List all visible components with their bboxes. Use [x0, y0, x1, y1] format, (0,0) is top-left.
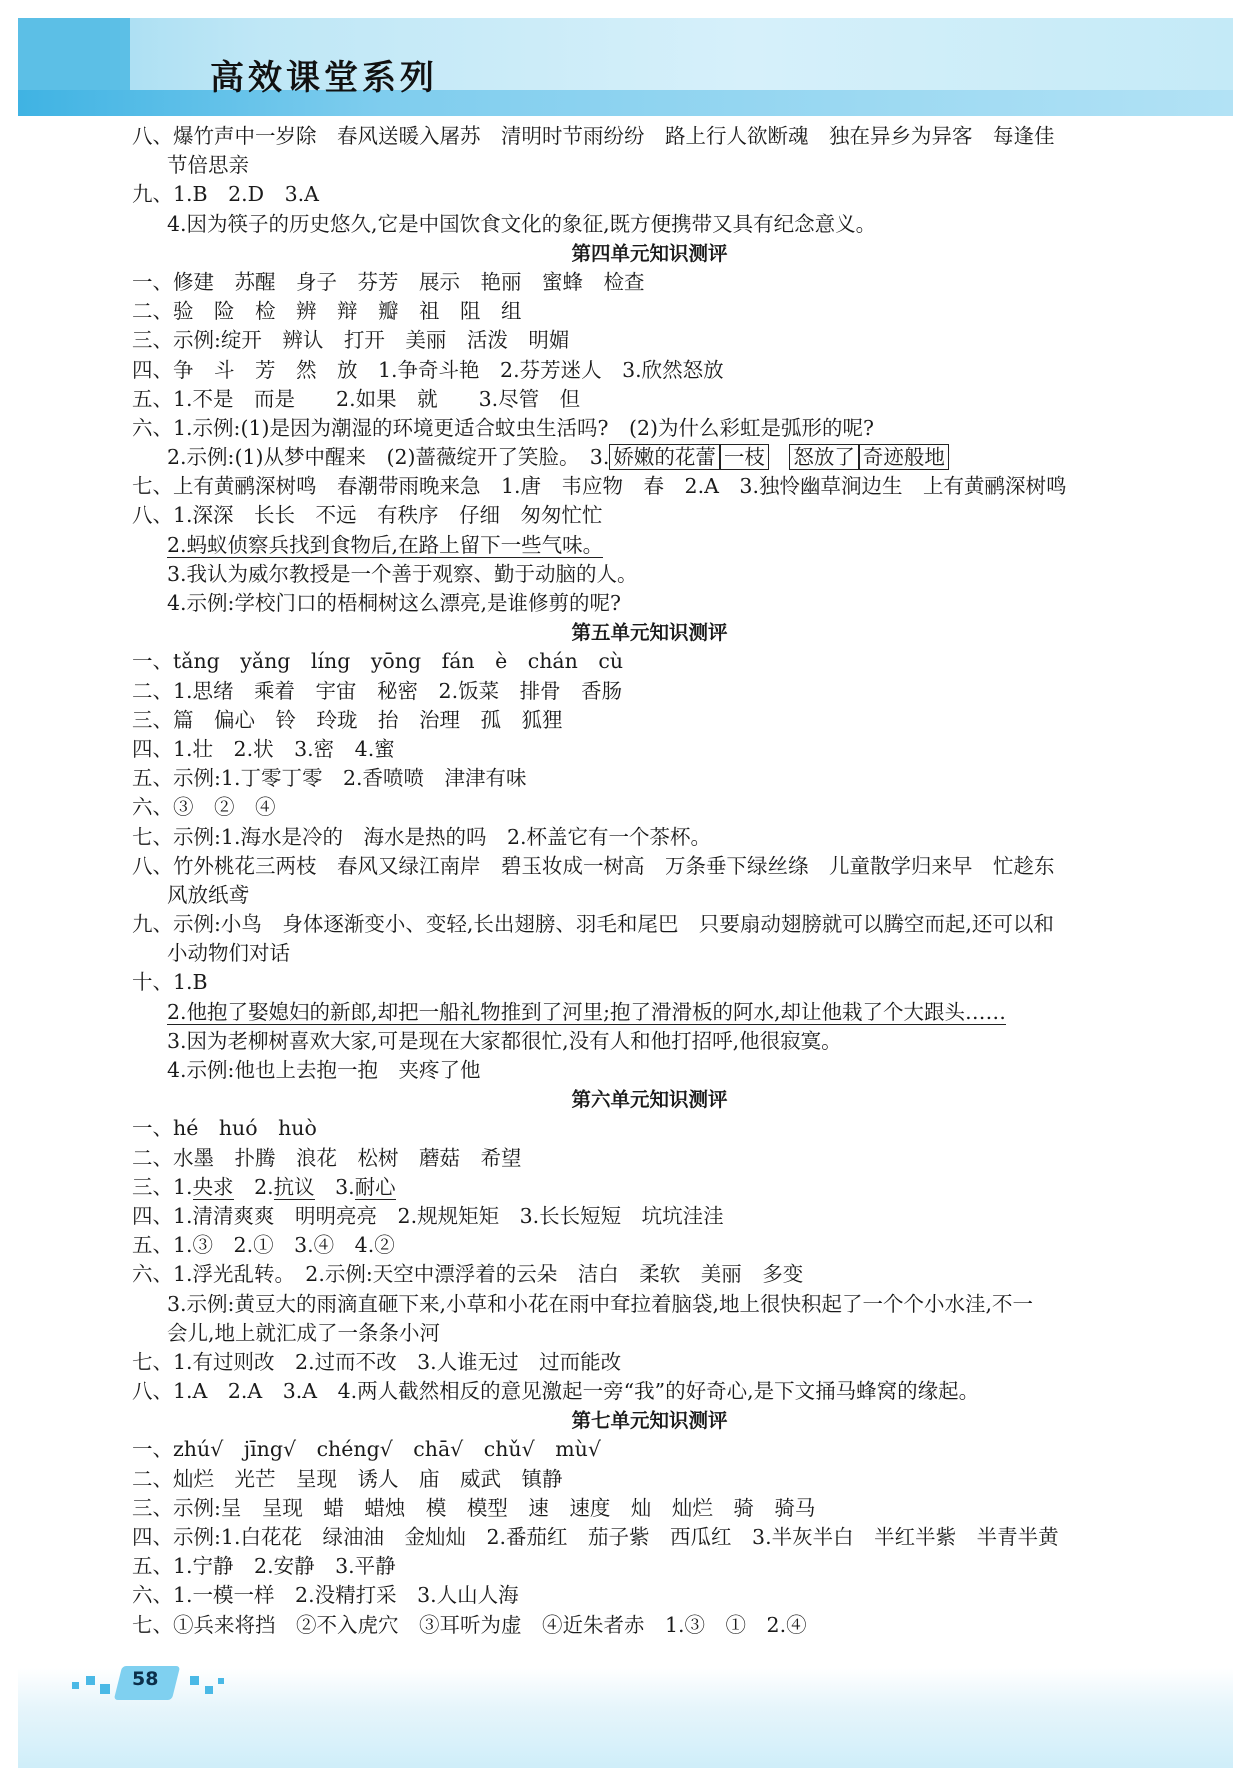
- underlined-answer: 2.他抱了娶媳妇的新郎,却把一船礼物推到了河里;抱了滑滑板的阿水,却让他栽了个大跟头……: [167, 999, 1006, 1024]
- answer-text: 3.: [335, 1174, 355, 1199]
- boxed-phrase: 一枝: [720, 444, 769, 470]
- answer-line: 4.因为筷子的历史悠久,它是中国饮食文化的象征,既方便携带又具有纪念意义。: [167, 211, 877, 236]
- answer-line: 会儿,地上就汇成了一条条小河: [167, 1320, 441, 1345]
- answer-line: 节倍思亲: [167, 153, 249, 178]
- answer-line: 六、1.浮光乱转。 2.示例:天空中漂浮着的云朵 洁白 柔软 美丽 多变: [132, 1262, 804, 1287]
- answer-line: 四、争 斗 芳 然 放 1.争奇斗艳 2.芬芳迷人 3.欣然怒放: [132, 357, 724, 382]
- decor-square: [86, 1676, 95, 1685]
- header-strip: [18, 90, 1233, 116]
- answer-line: 4.示例:学校门口的梧桐树这么漂亮,是谁修剪的呢?: [167, 591, 621, 615]
- answer-line: 小动物们对话: [167, 941, 290, 966]
- answer-line: [132, 998, 1167, 1027]
- answer-line: 五、1.③ 2.① 3.④ 4.②: [132, 1233, 395, 1258]
- underlined-answer: 2.蚂蚁侦察兵找到食物后,在路上留下一些气味。: [167, 532, 604, 557]
- boxed-phrase: 奇迹般地: [859, 444, 949, 470]
- page-number: 58: [132, 1668, 159, 1690]
- answer-text: 2.: [254, 1174, 274, 1199]
- answer-line: 十、1.B: [132, 970, 208, 995]
- section-title-unit-5: 第五单元知识测评: [571, 621, 728, 645]
- footer-band: [18, 1668, 1233, 1768]
- answer-line: 二、灿烂 光芒 呈现 诱人 庙 威武 镇静: [132, 1466, 563, 1491]
- answer-line: 六、1.一模一样 2.没精打采 3.人山人海: [132, 1583, 519, 1608]
- answer-line: 七、①兵来将挡 ②不入虎穴 ③耳听为虚 ④近朱者赤 1.③ ① 2.④: [132, 1612, 807, 1637]
- answer-line: 四、1.清清爽爽 明明亮亮 2.规规矩矩 3.长长短短 坑坑洼洼: [132, 1203, 724, 1228]
- answer-line: 八、竹外桃花三两枝 春风又绿江南岸 碧玉妆成一树高 万条垂下绿丝绦 儿童散学归来早 忙趁东: [132, 853, 1055, 878]
- answer-line: 风放纸鸢: [167, 882, 249, 907]
- answer-line: 三、示例:绽开 辨认 打开 美丽 活泼 明媚: [132, 328, 570, 353]
- underlined-answer: 抗议: [273, 1174, 315, 1199]
- answer-line: 七、示例:1.海水是冷的 海水是热的吗 2.杯盖它有一个茶杯。: [132, 824, 712, 849]
- answer-line: 4.示例:他也上去抱一抱 夹疼了他: [167, 1058, 481, 1082]
- answer-line: 五、示例:1.丁零丁零 2.香喷喷 津津有味: [132, 766, 527, 791]
- decor-square: [205, 1686, 213, 1694]
- answer-line: [132, 531, 1167, 560]
- decor-square: [100, 1684, 110, 1694]
- answer-line: 八、爆竹声中一岁除 春风送暖入屠苏 清明时节雨纷纷 路上行人欲断魂 独在异乡为异客 每逢佳: [132, 124, 1055, 148]
- answer-line: 七、1.有过则改 2.过而不改 3.人谁无过 过而能改: [132, 1349, 622, 1374]
- underlined-answer: 耐心: [354, 1174, 396, 1199]
- decor-square: [72, 1682, 79, 1689]
- answer-line: 五、1.宁静 2.安静 3.平静: [132, 1554, 396, 1579]
- boxed-phrase: 怒放了: [789, 444, 859, 470]
- decor-square: [190, 1676, 199, 1685]
- underlined-answer: 央求: [192, 1174, 234, 1199]
- answer-line: [132, 443, 1167, 472]
- answer-line: 二、水墨 扑腾 浪花 松树 蘑菇 希望: [132, 1145, 522, 1170]
- boxed-phrase: 娇嫩的花蕾: [609, 444, 720, 470]
- answer-line: 五、1.不是 而是 2.如果 就 3.尽管 但: [132, 386, 581, 411]
- answer-line: 一、hé huó huò: [132, 1116, 317, 1141]
- answer-line: 一、zhú√ jīng√ chéng√ chā√ chǔ√ mù√: [132, 1437, 601, 1462]
- answer-line: 3.因为老柳树喜欢大家,可是现在大家都很忙,没有人和他打招呼,他很寂寞。: [167, 1028, 842, 1053]
- answer-line: 三、篇 偏心 铃 玲珑 抬 治理 孤 狐狸: [132, 707, 563, 732]
- answer-line: 六、1.示例:(1)是因为潮湿的环境更适合蚊虫生活吗? (2)为什么彩虹是弧形的呢?: [132, 415, 875, 440]
- section-title-unit-6: 第六单元知识测评: [571, 1088, 728, 1112]
- decor-square: [218, 1678, 224, 1684]
- section-title-unit-4: 第四单元知识测评: [571, 241, 728, 265]
- answer-line: 3.示例:黄豆大的雨滴直砸下来,小草和小花在雨中耷拉着脑袋,地上很快积起了一个个小水洼,不一: [167, 1291, 1034, 1316]
- answer-line: 八、1.A 2.A 3.A 4.两人截然相反的意见激起一旁“我”的好奇心,是下文捅马蜂窝的缘起。: [132, 1379, 980, 1404]
- answer-text: 三、1.: [132, 1174, 193, 1199]
- answer-line: 三、示例:呈 呈现 蜡 蜡烛 模 模型 速 速度 灿 灿烂 骑 骑马: [132, 1495, 816, 1520]
- answer-line: 四、示例:1.白花花 绿油油 金灿灿 2.番茄红 茄子紫 西瓜红 3.半灰半白 半红半紫 半青半黄: [132, 1525, 1059, 1549]
- answer-line: [132, 1173, 1167, 1202]
- answer-content: [132, 122, 1167, 1640]
- answer-line: 七、上有黄鹂深树鸣 春潮带雨晚来急 1.唐 韦应物 春 2.A 3.独怜幽草涧边生 上有黄鹂深树鸣: [132, 474, 1067, 499]
- answer-line: 二、验 险 检 辨 辩 瓣 祖 阻 组: [132, 299, 522, 324]
- answer-line: 一、修建 苏醒 身子 芬芳 展示 艳丽 蜜蜂 检查: [132, 269, 645, 294]
- answer-line: 一、tǎng yǎng líng yōng fán è chán cù: [132, 649, 624, 674]
- answer-line: 四、1.壮 2.状 3.密 4.蜜: [132, 736, 395, 761]
- answer-line: 二、1.思绪 乘着 宇宙 秘密 2.饭菜 排骨 香肠: [132, 678, 623, 703]
- answer-line: 九、示例:小鸟 身体逐渐变小、变轻,长出翅膀、羽毛和尾巴 只要扇动翅膀就可以腾空而起,还可以和: [132, 912, 1054, 937]
- answer-line: 九、1.B 2.D 3.A: [132, 182, 319, 207]
- answer-line: 六、③ ② ④: [132, 795, 276, 820]
- answer-line: 3.我认为威尔教授是一个善于观察、勤于动脑的人。: [167, 561, 638, 586]
- header-tab-block: [18, 18, 130, 90]
- section-title-unit-7: 第七单元知识测评: [571, 1409, 728, 1433]
- answer-line: 八、1.深深 长长 不远 有秩序 仔细 匆匆忙忙: [132, 503, 603, 528]
- series-title: 高效课堂系列: [210, 58, 438, 98]
- answer-text: 2.示例:(1)从梦中醒来 (2)蔷薇绽开了笑脸。 3.: [167, 445, 610, 470]
